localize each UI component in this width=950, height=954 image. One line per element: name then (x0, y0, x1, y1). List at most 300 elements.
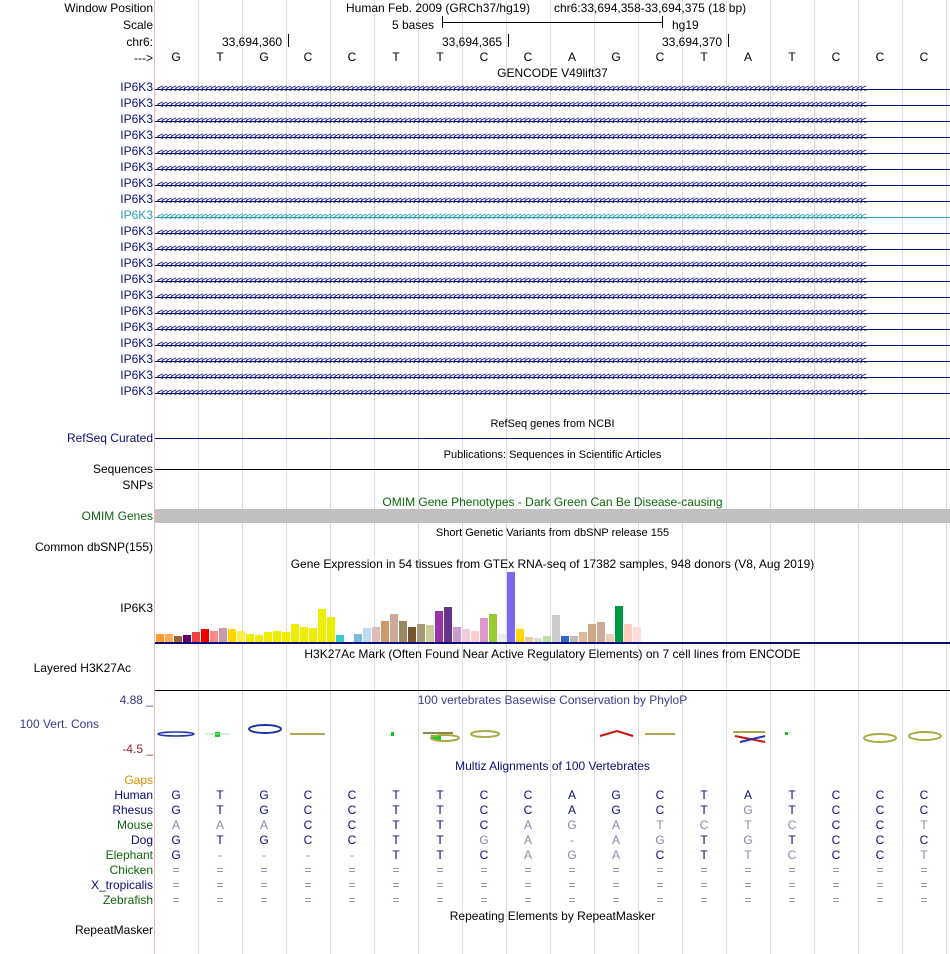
multiz-title: Multiz Alignments of 100 Vertebrates (455, 759, 650, 773)
aligned-base: C (479, 788, 489, 802)
aligned-base: T (920, 848, 928, 862)
aligned-base: T (392, 788, 400, 802)
gtex-tissue-bar[interactable] (516, 629, 524, 642)
gtex-tissue-bar[interactable] (579, 632, 587, 642)
aligned-base: = (700, 893, 708, 907)
aligned-base: - (570, 833, 574, 847)
aligned-base: G (611, 788, 621, 802)
gencode-transcript-label[interactable]: IP6K3 (120, 176, 153, 190)
gencode-transcript-track[interactable] (155, 337, 950, 353)
omim-bar[interactable] (155, 509, 950, 523)
aligned-base: = (744, 863, 752, 877)
aligned-base: = (304, 893, 312, 907)
coord-tick-mark-3 (728, 34, 729, 47)
species-label[interactable]: Zebrafish (102, 893, 153, 907)
gtex-tissue-bar[interactable] (219, 628, 227, 642)
aligned-base: T (216, 803, 224, 817)
gtex-tissue-bar[interactable] (273, 631, 281, 642)
aligned-base: T (436, 788, 444, 802)
aligned-base: C (831, 848, 841, 862)
aligned-base: = (700, 878, 708, 892)
gtex-tissue-bar[interactable] (597, 622, 605, 642)
aligned-base: G (743, 833, 753, 847)
gtex-tissue-bar[interactable] (255, 635, 263, 642)
scale-bar (442, 22, 663, 23)
gtex-tissue-bar[interactable] (426, 625, 434, 642)
gtex-tissue-bar[interactable] (183, 635, 191, 642)
gtex-tissue-bar[interactable] (615, 606, 623, 642)
gencode-transcript-label[interactable]: IP6K3 (120, 256, 153, 270)
gtex-tissue-bar[interactable] (408, 627, 416, 642)
aligned-base: = (788, 878, 796, 892)
aligned-base: G (479, 833, 489, 847)
gencode-transcript-label[interactable]: IP6K3 (120, 368, 153, 382)
aligned-base: T (920, 818, 928, 832)
gtex-tissue-bar[interactable] (237, 631, 245, 642)
aligned-base: T (436, 833, 444, 847)
strand-arrows: <<<<<<<<<<<<<<<<<<<<<<<<<<<<<<<<<<<<<<<<<<<<<<<<<<<<<<<<<<<<<<<<<<<<<<<<<<<<<<<<<<<<<<<<<<<<<<<<<<<<<<<<<<<<<<<<<<<<<<<<<<<<<<<<<<<<<<<<<<<<<<<<<<<<<<<<<<<<<<<< (157, 163, 865, 175)
gencode-transcript-label[interactable]: IP6K3 (120, 224, 153, 238)
gtex-tissue-bar[interactable] (282, 632, 290, 642)
aligned-base: C (347, 803, 357, 817)
alignment-row[interactable] (0, 863, 950, 877)
gencode-transcript-track[interactable] (155, 241, 950, 257)
aligned-base: A (523, 833, 532, 847)
gencode-transcript-track[interactable] (155, 209, 950, 225)
assembly-title: Human Feb. 2009 (GRCh37/hg19) (346, 1, 531, 15)
gtex-tissue-bar[interactable] (624, 624, 632, 642)
gtex-tissue-bar[interactable] (552, 615, 560, 642)
aligned-base: T (392, 833, 400, 847)
aligned-base: C (479, 818, 489, 832)
gtex-tissue-bar[interactable] (372, 627, 380, 642)
gtex-tissue-bar[interactable] (435, 611, 443, 642)
alignment-row[interactable] (0, 878, 950, 892)
gtex-tissue-bar[interactable] (390, 614, 398, 642)
ref-base: C (303, 50, 313, 64)
aligned-base: T (656, 818, 664, 832)
aligned-base: C (919, 803, 929, 817)
gtex-tissue-bar[interactable] (381, 621, 389, 642)
alignment-row[interactable] (0, 788, 950, 802)
aligned-base: = (700, 863, 708, 877)
dbsnp-label[interactable]: Common dbSNP(155) (34, 540, 153, 554)
aligned-base: T (700, 848, 708, 862)
aligned-base: C (831, 803, 841, 817)
alignment-row[interactable] (0, 803, 950, 817)
aligned-base: G (611, 803, 621, 817)
aligned-base: = (348, 863, 356, 877)
gtex-tissue-bar[interactable] (354, 634, 362, 642)
omim-label[interactable]: OMIM Genes (81, 509, 153, 523)
gencode-transcript-track[interactable] (155, 113, 950, 129)
aligned-base: T (436, 803, 444, 817)
aligned-base: A (611, 848, 620, 862)
aligned-base: A (567, 788, 576, 802)
aligned-base: = (568, 878, 576, 892)
aligned-base: C (523, 803, 533, 817)
refseq-title: RefSeq genes from NCBI (490, 418, 615, 430)
aligned-base: G (259, 833, 269, 847)
strand-arrows: <<<<<<<<<<<<<<<<<<<<<<<<<<<<<<<<<<<<<<<<<<<<<<<<<<<<<<<<<<<<<<<<<<<<<<<<<<<<<<<<<<<<<<<<<<<<<<<<<<<<<<<<<<<<<<<<<<<<<<<<<<<<<<<<<<<<<<<<<<<<<<<<<<<<<<<<<<<<<<<< (157, 83, 865, 95)
gencode-transcript-track[interactable] (155, 97, 950, 113)
aligned-base: = (920, 878, 928, 892)
gtex-tissue-bar[interactable] (336, 635, 344, 642)
species-label[interactable]: Human (114, 788, 153, 802)
gencode-transcript-label[interactable]: IP6K3 (120, 208, 153, 222)
strand-arrows: <<<<<<<<<<<<<<<<<<<<<<<<<<<<<<<<<<<<<<<<<<<<<<<<<<<<<<<<<<<<<<<<<<<<<<<<<<<<<<<<<<<<<<<<<<<<<<<<<<<<<<<<<<<<<<<<<<<<<<<<<<<<<<<<<<<<<<<<<<<<<<<<<<<<<<<<<<<<<<<< (157, 243, 865, 255)
strand-arrows: <<<<<<<<<<<<<<<<<<<<<<<<<<<<<<<<<<<<<<<<<<<<<<<<<<<<<<<<<<<<<<<<<<<<<<<<<<<<<<<<<<<<<<<<<<<<<<<<<<<<<<<<<<<<<<<<<<<<<<<<<<<<<<<<<<<<<<<<<<<<<<<<<<<<<<<<<<<<<<<< (157, 307, 865, 319)
aligned-base: = (744, 878, 752, 892)
aligned-base: = (612, 878, 620, 892)
phylop-label[interactable]: 100 Vert. Cons (19, 717, 99, 731)
snps-label[interactable]: SNPs (122, 478, 153, 492)
gtex-tissue-bar[interactable] (165, 634, 173, 642)
aligned-base: A (523, 818, 532, 832)
gtex-tissue-bar[interactable] (201, 629, 209, 642)
ref-base: C (347, 50, 357, 64)
aligned-base: = (348, 893, 356, 907)
aligned-base: = (920, 893, 928, 907)
strand-arrows: <<<<<<<<<<<<<<<<<<<<<<<<<<<<<<<<<<<<<<<<<<<<<<<<<<<<<<<<<<<<<<<<<<<<<<<<<<<<<<<<<<<<<<<<<<<<<<<<<<<<<<<<<<<<<<<<<<<<<<<<<<<<<<<<<<<<<<<<<<<<<<<<<<<<<<<<<<<<<<<< (157, 211, 865, 223)
aligned-base: C (787, 848, 797, 862)
gencode-transcript-track[interactable] (155, 369, 950, 385)
aligned-base: A (611, 818, 620, 832)
species-label[interactable]: Chicken (109, 863, 153, 877)
aligned-base: T (216, 833, 224, 847)
aligned-base: = (832, 863, 840, 877)
strand-arrows: <<<<<<<<<<<<<<<<<<<<<<<<<<<<<<<<<<<<<<<<<<<<<<<<<<<<<<<<<<<<<<<<<<<<<<<<<<<<<<<<<<<<<<<<<<<<<<<<<<<<<<<<<<<<<<<<<<<<<<<<<<<<<<<<<<<<<<<<<<<<<<<<<<<<<<<<<<<<<<<< (157, 387, 865, 399)
aligned-base: G (171, 848, 181, 862)
aligned-base: = (920, 863, 928, 877)
phylop-logo[interactable] (155, 722, 950, 748)
aligned-base: = (788, 863, 796, 877)
aligned-base: C (347, 833, 357, 847)
aligned-base: T (436, 818, 444, 832)
gencode-transcript-label[interactable]: IP6K3 (120, 112, 153, 126)
aligned-base: C (479, 803, 489, 817)
aligned-base: C (479, 848, 489, 862)
strand-arrows: <<<<<<<<<<<<<<<<<<<<<<<<<<<<<<<<<<<<<<<<<<<<<<<<<<<<<<<<<<<<<<<<<<<<<<<<<<<<<<<<<<<<<<<<<<<<<<<<<<<<<<<<<<<<<<<<<<<<<<<<<<<<<<<<<<<<<<<<<<<<<<<<<<<<<<<<<<<<<<<< (157, 131, 865, 143)
aligned-base: - (306, 848, 310, 862)
gtex-tissue-bar[interactable] (291, 624, 299, 642)
ref-base: G (171, 50, 181, 64)
gencode-transcript-track[interactable] (155, 177, 950, 193)
aligned-base: = (524, 878, 532, 892)
aligned-base: = (568, 893, 576, 907)
gtex-tissue-bar[interactable] (246, 634, 254, 642)
gtex-tissue-bar[interactable] (228, 629, 236, 642)
aligned-base: C (831, 833, 841, 847)
aligned-base: T (700, 833, 708, 847)
aligned-base: G (567, 818, 577, 832)
dbsnp-title: Short Genetic Variants from dbSNP release 155 (435, 527, 670, 539)
aligned-base: C (875, 818, 885, 832)
aligned-base: G (259, 803, 269, 817)
aligned-base: C (919, 788, 929, 802)
ref-base: A (743, 50, 752, 64)
sequences-line[interactable] (155, 469, 950, 470)
species-label[interactable]: Rhesus (112, 803, 153, 817)
h3k27-label[interactable]: Layered H3K27Ac (33, 661, 131, 675)
aligned-base: = (304, 878, 312, 892)
species-label[interactable]: X_tropicalis (90, 878, 153, 892)
coord-tick-3: 33,694,370 (662, 35, 723, 49)
gtex-tissue-bar[interactable] (489, 614, 497, 642)
gtex-tissue-bar[interactable] (363, 628, 371, 642)
pubs-title: Publications: Sequences in Scientific Articles (443, 449, 662, 461)
gencode-transcript-label[interactable]: IP6K3 (120, 272, 153, 286)
gencode-transcript-label[interactable]: IP6K3 (120, 304, 153, 318)
gtex-tissue-bar[interactable] (264, 632, 272, 642)
aligned-base: T (788, 803, 796, 817)
aligned-base: C (919, 833, 929, 847)
strand-arrows: <<<<<<<<<<<<<<<<<<<<<<<<<<<<<<<<<<<<<<<<<<<<<<<<<<<<<<<<<<<<<<<<<<<<<<<<<<<<<<<<<<<<<<<<<<<<<<<<<<<<<<<<<<<<<<<<<<<<<<<<<<<<<<<<<<<<<<<<<<<<<<<<<<<<<<<<<<<<<<<< (157, 339, 865, 351)
aligned-base: A (171, 818, 180, 832)
aligned-base: G (171, 833, 181, 847)
aligned-base: = (656, 893, 664, 907)
gencode-transcript-track[interactable] (155, 145, 950, 161)
aligned-base: T (744, 818, 752, 832)
gtex-tissue-bar[interactable] (210, 631, 218, 642)
refseq-line[interactable] (155, 438, 950, 439)
ref-base: T (436, 50, 444, 64)
alignment-row[interactable] (0, 833, 950, 847)
window-position-label: Window Position (64, 1, 153, 15)
gencode-transcript-label[interactable]: IP6K3 (120, 240, 153, 254)
aligned-base: = (876, 893, 884, 907)
gencode-transcript-track[interactable] (155, 161, 950, 177)
gencode-transcript-track[interactable] (155, 81, 950, 97)
aligned-base: C (347, 818, 357, 832)
alignment-row[interactable] (0, 818, 950, 832)
reference-sequence (0, 50, 950, 64)
aligned-base: = (392, 863, 400, 877)
gencode-transcript-track[interactable] (155, 193, 950, 209)
alignment-row[interactable] (0, 848, 950, 862)
gtex-tissue-bar[interactable] (453, 627, 461, 642)
coord-tick-mark-2 (508, 34, 509, 47)
gencode-transcript-label[interactable]: IP6K3 (120, 160, 153, 174)
gtex-chart[interactable] (155, 572, 950, 642)
aligned-base: - (218, 848, 222, 862)
aligned-base: = (172, 893, 180, 907)
ref-base: T (700, 50, 708, 64)
gencode-transcript-label[interactable]: IP6K3 (120, 128, 153, 142)
gencode-transcript-label[interactable]: IP6K3 (120, 288, 153, 302)
rmsk-label[interactable]: RepeatMasker (74, 923, 153, 937)
strand-arrows: <<<<<<<<<<<<<<<<<<<<<<<<<<<<<<<<<<<<<<<<<<<<<<<<<<<<<<<<<<<<<<<<<<<<<<<<<<<<<<<<<<<<<<<<<<<<<<<<<<<<<<<<<<<<<<<<<<<<<<<<<<<<<<<<<<<<<<<<<<<<<<<<<<<<<<<<<<<<<<<< (157, 179, 865, 191)
ref-base: T (788, 50, 796, 64)
strand-label: ---> (134, 51, 153, 65)
aligned-base: = (392, 878, 400, 892)
ref-base: A (567, 50, 576, 64)
strand-arrows: <<<<<<<<<<<<<<<<<<<<<<<<<<<<<<<<<<<<<<<<<<<<<<<<<<<<<<<<<<<<<<<<<<<<<<<<<<<<<<<<<<<<<<<<<<<<<<<<<<<<<<<<<<<<<<<<<<<<<<<<<<<<<<<<<<<<<<<<<<<<<<<<<<<<<<<<<<<<<<<< (157, 227, 865, 239)
gencode-transcript-label[interactable]: IP6K3 (120, 144, 153, 158)
db-label: hg19 (672, 18, 699, 32)
aligned-base: G (567, 848, 577, 862)
aligned-base: C (875, 788, 885, 802)
aligned-base: = (612, 863, 620, 877)
ref-base: C (655, 50, 665, 64)
ref-base: C (479, 50, 489, 64)
aligned-base: A (567, 803, 576, 817)
ref-base: C (523, 50, 533, 64)
refseq-label[interactable]: RefSeq Curated (66, 431, 153, 445)
gtex-tissue-bar[interactable] (327, 617, 335, 642)
aligned-base: T (392, 848, 400, 862)
phylop-min-label: -4.5 _ (122, 742, 153, 756)
aligned-base: = (832, 893, 840, 907)
strand-arrows: <<<<<<<<<<<<<<<<<<<<<<<<<<<<<<<<<<<<<<<<<<<<<<<<<<<<<<<<<<<<<<<<<<<<<<<<<<<<<<<<<<<<<<<<<<<<<<<<<<<<<<<<<<<<<<<<<<<<<<<<<<<<<<<<<<<<<<<<<<<<<<<<<<<<<<<<<<<<<<<< (157, 291, 865, 303)
gencode-transcript-track[interactable] (155, 257, 950, 273)
scale-bar-right (662, 16, 663, 28)
strand-arrows: <<<<<<<<<<<<<<<<<<<<<<<<<<<<<<<<<<<<<<<<<<<<<<<<<<<<<<<<<<<<<<<<<<<<<<<<<<<<<<<<<<<<<<<<<<<<<<<<<<<<<<<<<<<<<<<<<<<<<<<<<<<<<<<<<<<<<<<<<<<<<<<<<<<<<<<<<<<<<<<< (157, 355, 865, 367)
aligned-base: = (260, 878, 268, 892)
gtex-tissue-bar[interactable] (480, 618, 488, 642)
phylop-max-label: 4.88 _ (119, 693, 153, 707)
aligned-base: = (260, 863, 268, 877)
gencode-title: GENCODE V49lift37 (497, 66, 608, 80)
ref-base: T (216, 50, 224, 64)
aligned-base: - (350, 848, 354, 862)
sequences-label[interactable]: Sequences (92, 462, 153, 476)
aligned-base: = (172, 863, 180, 877)
gtex-baseline (155, 642, 950, 644)
gencode-transcript-track[interactable] (155, 225, 950, 241)
species-label[interactable]: Elephant (105, 848, 153, 862)
h3k27-line[interactable] (155, 690, 950, 691)
aligned-base: = (832, 878, 840, 892)
gtex-tissue-bar[interactable] (300, 627, 308, 642)
gencode-transcript-label[interactable]: IP6K3 (120, 192, 153, 206)
coord-tick-1: 33,694,360 (222, 35, 283, 49)
aligned-base: = (304, 863, 312, 877)
position-readout: chr6:33,694,358-33,694,375 (18 bp) (554, 1, 747, 15)
strand-arrows: <<<<<<<<<<<<<<<<<<<<<<<<<<<<<<<<<<<<<<<<<<<<<<<<<<<<<<<<<<<<<<<<<<<<<<<<<<<<<<<<<<<<<<<<<<<<<<<<<<<<<<<<<<<<<<<<<<<<<<<<<<<<<<<<<<<<<<<<<<<<<<<<<<<<<<<<<<<<<<<< (157, 275, 865, 287)
aligned-base: = (480, 893, 488, 907)
aligned-base: = (524, 863, 532, 877)
aligned-base: T (216, 788, 224, 802)
gtex-tissue-bar[interactable] (507, 572, 515, 642)
aligned-base: T (700, 788, 708, 802)
aligned-base: G (259, 788, 269, 802)
aligned-base: = (876, 863, 884, 877)
gencode-transcript-track[interactable] (155, 129, 950, 145)
aligned-base: C (655, 803, 665, 817)
aligned-base: - (262, 848, 266, 862)
gaps-label: Gaps (124, 773, 153, 787)
gencode-transcript-label[interactable]: IP6K3 (120, 336, 153, 350)
chrom-label: chr6: (126, 35, 153, 49)
h3k27-title: H3K27Ac Mark (Often Found Near Active Regulatory Elements) on 7 cell lines from ENCODE (304, 647, 801, 661)
gencode-transcript-track[interactable] (155, 321, 950, 337)
gencode-transcript-label[interactable]: IP6K3 (120, 352, 153, 366)
alignment-row[interactable] (0, 893, 950, 907)
aligned-base: = (480, 863, 488, 877)
gtex-tissue-bar[interactable] (156, 634, 164, 642)
aligned-base: T (788, 833, 796, 847)
aligned-base: A (611, 833, 620, 847)
aligned-base: A (743, 788, 752, 802)
gtex-tissue-bar[interactable] (318, 609, 326, 642)
species-label[interactable]: Mouse (116, 818, 153, 832)
gencode-transcript-track[interactable] (155, 273, 950, 289)
aligned-base: C (875, 848, 885, 862)
strand-arrows: <<<<<<<<<<<<<<<<<<<<<<<<<<<<<<<<<<<<<<<<<<<<<<<<<<<<<<<<<<<<<<<<<<<<<<<<<<<<<<<<<<<<<<<<<<<<<<<<<<<<<<<<<<<<<<<<<<<<<<<<<<<<<<<<<<<<<<<<<<<<<<<<<<<<<<<<<<<<<<<< (157, 371, 865, 383)
aligned-base: C (831, 788, 841, 802)
gtex-tissue-bar[interactable] (606, 634, 614, 642)
aligned-base: C (831, 818, 841, 832)
aligned-base: = (216, 893, 224, 907)
aligned-base: = (216, 863, 224, 877)
aligned-base: T (788, 788, 796, 802)
species-label[interactable]: Dog (130, 833, 153, 847)
aligned-base: = (876, 878, 884, 892)
gtex-tissue-bar[interactable] (417, 624, 425, 642)
gtex-label[interactable]: IP6K3 (120, 601, 153, 615)
aligned-base: C (347, 788, 357, 802)
ref-base: G (259, 50, 269, 64)
aligned-base: T (392, 818, 400, 832)
aligned-base: C (303, 788, 313, 802)
gencode-transcript-track[interactable] (155, 289, 950, 305)
gtex-tissue-bar[interactable] (588, 624, 596, 642)
aligned-base: T (744, 848, 752, 862)
ref-base: G (611, 50, 621, 64)
gencode-transcript-label[interactable]: IP6K3 (120, 320, 153, 334)
strand-arrows: <<<<<<<<<<<<<<<<<<<<<<<<<<<<<<<<<<<<<<<<<<<<<<<<<<<<<<<<<<<<<<<<<<<<<<<<<<<<<<<<<<<<<<<<<<<<<<<<<<<<<<<<<<<<<<<<<<<<<<<<<<<<<<<<<<<<<<<<<<<<<<<<<<<<<<<<<<<<<<<< (157, 259, 865, 271)
aligned-base: = (392, 893, 400, 907)
gtex-tissue-bar[interactable] (444, 607, 452, 642)
aligned-base: = (656, 863, 664, 877)
aligned-base: = (524, 893, 532, 907)
aligned-base: G (171, 788, 181, 802)
strand-arrows: <<<<<<<<<<<<<<<<<<<<<<<<<<<<<<<<<<<<<<<<<<<<<<<<<<<<<<<<<<<<<<<<<<<<<<<<<<<<<<<<<<<<<<<<<<<<<<<<<<<<<<<<<<<<<<<<<<<<<<<<<<<<<<<<<<<<<<<<<<<<<<<<<<<<<<<<<<<<<<<< (157, 99, 865, 111)
gtex-tissue-bar[interactable] (309, 628, 317, 642)
coord-tick-2: 33,694,365 (442, 35, 503, 49)
gtex-tissue-bar[interactable] (462, 629, 470, 642)
gtex-tissue-bar[interactable] (498, 634, 506, 642)
gencode-transcript-label[interactable]: IP6K3 (120, 96, 153, 110)
gtex-tissue-bar[interactable] (471, 631, 479, 642)
gencode-transcript-track[interactable] (155, 353, 950, 369)
aligned-base: T (436, 848, 444, 862)
gencode-transcript-track[interactable] (155, 305, 950, 321)
gtex-tissue-bar[interactable] (192, 632, 200, 642)
ref-base: T (392, 50, 400, 64)
aligned-base: G (171, 803, 181, 817)
gencode-transcript-track[interactable] (155, 385, 950, 401)
gencode-transcript-label[interactable]: IP6K3 (120, 80, 153, 94)
gtex-tissue-bar[interactable] (399, 621, 407, 642)
gencode-transcript-label[interactable]: IP6K3 (120, 384, 153, 398)
aligned-base: C (303, 818, 313, 832)
aligned-base: C (303, 833, 313, 847)
strand-arrows: <<<<<<<<<<<<<<<<<<<<<<<<<<<<<<<<<<<<<<<<<<<<<<<<<<<<<<<<<<<<<<<<<<<<<<<<<<<<<<<<<<<<<<<<<<<<<<<<<<<<<<<<<<<<<<<<<<<<<<<<<<<<<<<<<<<<<<<<<<<<<<<<<<<<<<<<<<<<<<<< (157, 323, 865, 335)
aligned-base: C (699, 818, 709, 832)
gtex-tissue-bar[interactable] (633, 627, 641, 642)
ref-base: C (875, 50, 885, 64)
aligned-base: C (303, 803, 313, 817)
aligned-base: = (436, 878, 444, 892)
aligned-base: C (875, 833, 885, 847)
aligned-base: T (392, 803, 400, 817)
aligned-base: = (436, 893, 444, 907)
scale-label: Scale (122, 18, 153, 32)
phylop-logo-glyphs (158, 725, 941, 742)
aligned-base: C (655, 848, 665, 862)
